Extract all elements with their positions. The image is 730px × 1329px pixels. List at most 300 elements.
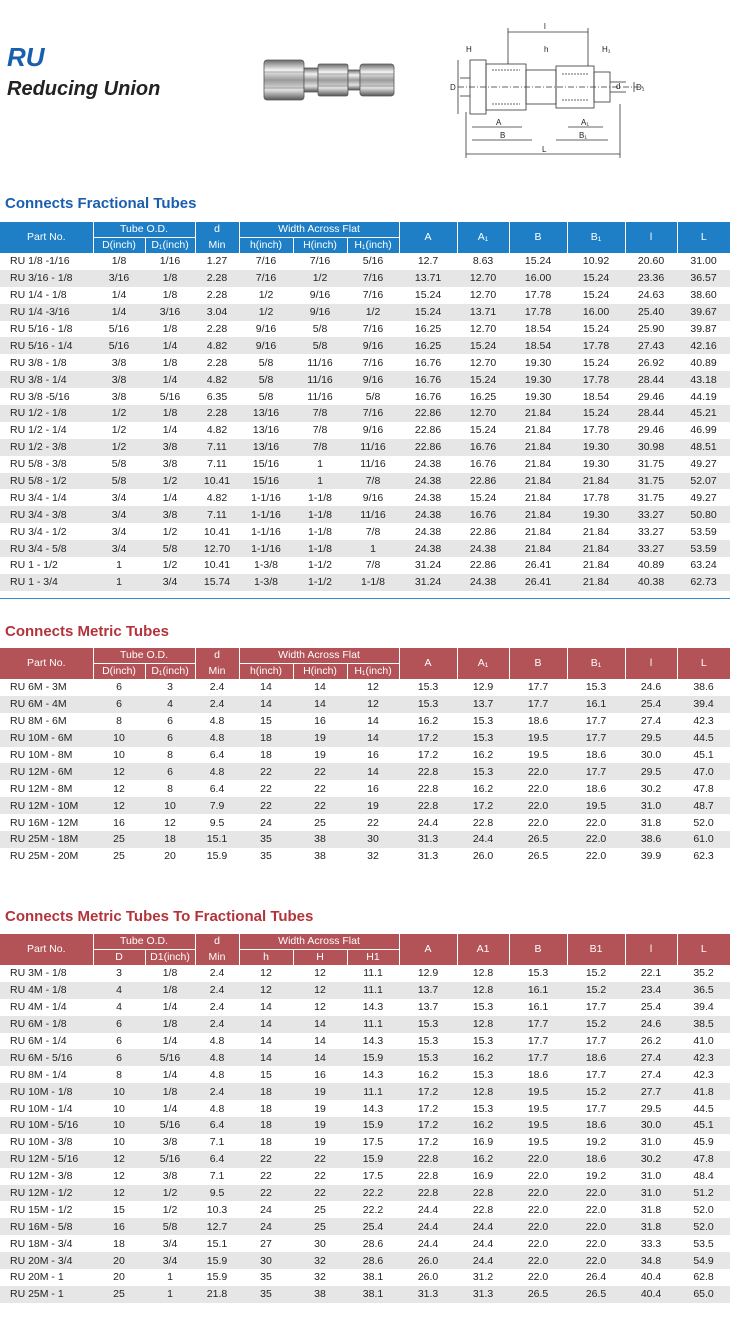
- table-cell: 21.84: [509, 405, 567, 422]
- table-cell: 12: [367, 681, 379, 694]
- table-cell: 12: [314, 967, 326, 980]
- table-cell: 1: [293, 473, 347, 490]
- table-cell: 14: [347, 730, 399, 747]
- table-cell: 22.0: [585, 850, 607, 863]
- table-cell: 15.2: [567, 982, 625, 999]
- table-cell: 21.84: [524, 458, 552, 471]
- table-row: [0, 814, 730, 831]
- table-cell: 42.3: [693, 715, 714, 728]
- table-cell: 14: [239, 696, 293, 713]
- table-cell: 15.3: [399, 1049, 457, 1066]
- header-sub: h(inch): [239, 238, 293, 254]
- table-cell: 15.3: [457, 730, 509, 747]
- table-cell: 22.0: [567, 831, 625, 848]
- table-cell: 6.4: [209, 749, 225, 761]
- table-cell: 30: [314, 1237, 326, 1250]
- section-title-metric: Connects Metric Tubes: [5, 623, 169, 640]
- table-cell: 11/16: [347, 439, 399, 456]
- part-number-cell: RU 15M - 1/2: [10, 1203, 73, 1216]
- table-cell: 50.80: [677, 506, 730, 523]
- table-cell: 21.84: [524, 491, 552, 504]
- table-cell: 22.0: [509, 1185, 567, 1202]
- part-number-cell: RU 6M - 4M: [0, 696, 93, 713]
- table-row: [0, 1235, 730, 1252]
- table-cell: 4.8: [209, 1068, 225, 1081]
- table-cell: 10: [145, 797, 195, 814]
- table-cell: 2.4: [209, 681, 225, 694]
- table-cell: 32: [367, 850, 379, 863]
- table-cell: 25.4: [640, 1001, 662, 1014]
- table-cell: 49.27: [690, 491, 717, 504]
- table-cell: 63.24: [690, 559, 717, 572]
- table-cell: 15.3: [399, 696, 457, 713]
- table-cell: 1-1/16: [251, 491, 281, 504]
- table-cell: 26.4: [585, 1271, 607, 1284]
- table-cell: 46.99: [690, 424, 717, 437]
- part-number-cell: RU 25M - 20M: [10, 850, 79, 863]
- table-cell: 1/2: [293, 270, 347, 287]
- table-row: [0, 540, 730, 557]
- table-cell: 3: [116, 967, 122, 980]
- table-cell: 6.35: [206, 390, 228, 403]
- table-cell: 26.2: [640, 1035, 662, 1047]
- header-dim: B: [509, 648, 567, 679]
- table-cell: 30.2: [625, 1151, 677, 1168]
- table-cell: 19: [314, 1136, 326, 1149]
- product-code: RU: [7, 42, 45, 72]
- table-cell: 15.2: [585, 967, 607, 980]
- table-cell: 8: [167, 782, 173, 795]
- table-cell: 1-1/2: [293, 574, 347, 591]
- table-row: [0, 304, 730, 321]
- header-dim: B₁: [567, 648, 625, 679]
- table-cell: 15.9: [347, 1117, 399, 1134]
- table-cell: 1/2: [347, 304, 399, 321]
- table-cell: 1: [317, 458, 323, 471]
- table-cell: 22: [367, 816, 379, 829]
- table-cell: 23.36: [625, 270, 677, 287]
- part-number-cell: RU 1 - 3/4: [0, 574, 93, 591]
- table-cell: 1/2: [93, 439, 145, 456]
- table-cell: 31.8: [640, 816, 662, 829]
- table-cell: 14: [367, 715, 379, 728]
- table-cell: 17.78: [524, 289, 552, 302]
- header-sub: D1(inch): [145, 950, 195, 966]
- table-cell: 5/16: [159, 390, 181, 403]
- table-cell: 29.5: [640, 1102, 662, 1115]
- table-cell: 3/8: [111, 356, 127, 369]
- table-cell: 19: [293, 730, 347, 747]
- table-cell: 16: [113, 816, 125, 829]
- part-number-cell: RU 12M - 3/8: [10, 1170, 73, 1183]
- header-sub: h(inch): [239, 664, 293, 680]
- table-row: [0, 1286, 730, 1303]
- part-number-cell: RU 12M - 6M: [0, 763, 93, 780]
- header-sub: H₁(inch): [347, 664, 399, 680]
- table-cell: 14: [314, 1035, 326, 1047]
- table-cell: 25.4: [347, 1218, 399, 1235]
- table-row: [0, 1201, 730, 1218]
- table-cell: 5/8: [258, 390, 274, 403]
- table-cell: 1: [347, 540, 399, 557]
- table-cell: 22.86: [469, 559, 497, 572]
- table-row: [0, 473, 730, 490]
- table-cell: 4.82: [206, 424, 228, 437]
- table-cell: 24.38: [457, 540, 509, 557]
- table-cell: 31.8: [625, 1218, 677, 1235]
- table-row: [0, 1049, 730, 1066]
- table-cell: 22: [239, 797, 293, 814]
- part-number-cell: RU 3/16 - 1/8: [0, 270, 93, 287]
- table-cell: 26.0: [472, 850, 494, 863]
- table-cell: 26.41: [524, 559, 552, 572]
- table-cell: 4.8: [209, 1102, 225, 1115]
- table-cell: 25.40: [625, 304, 677, 321]
- product-header: [0, 0, 730, 175]
- table-cell: 6: [145, 763, 195, 780]
- table-cell: 4.82: [195, 371, 239, 388]
- table-cell: 1.27: [206, 255, 228, 268]
- table-cell: 22: [239, 763, 293, 780]
- part-number-cell: RU 25M - 18M: [0, 831, 93, 848]
- table-cell: 15.3: [472, 1035, 494, 1047]
- table-cell: 15.3: [417, 1035, 439, 1047]
- header-sub: D₁(inch): [145, 664, 195, 680]
- table-cell: 1/2: [93, 405, 145, 422]
- table-cell: 19.30: [567, 439, 625, 456]
- table-cell: 4.82: [206, 491, 228, 504]
- table-cell: 40.89: [637, 559, 665, 572]
- table-cell: 40.4: [625, 1286, 677, 1303]
- table-cell: 38.60: [690, 289, 717, 302]
- table-row: [0, 439, 730, 456]
- table-cell: 19.5: [527, 1136, 549, 1149]
- table-cell: 16.1: [567, 696, 625, 713]
- table-cell: 6.4: [195, 1151, 239, 1168]
- part-number-cell: RU 3/4 - 1/2: [10, 525, 67, 538]
- table-cell: 31.0: [640, 1136, 662, 1149]
- table-cell: 29.5: [625, 730, 677, 747]
- table-row: [0, 405, 730, 422]
- part-number-cell: RU 5/16 - 1/4: [0, 337, 93, 354]
- table-row: [0, 679, 730, 696]
- table-cell: 1/2: [239, 304, 293, 321]
- table-cell: 22.0: [585, 1237, 607, 1250]
- part-number-cell: RU 10M - 1/8: [0, 1083, 93, 1100]
- table-cell: 9/16: [255, 323, 277, 335]
- table-cell: 17.7: [567, 763, 625, 780]
- table-cell: 15.9: [347, 1151, 399, 1168]
- header-sub: D: [93, 950, 145, 966]
- table-cell: 44.5: [693, 1102, 714, 1115]
- table-cell: 22.2: [362, 1203, 384, 1216]
- table-cell: 12.7: [417, 255, 439, 268]
- table-cell: 33.27: [625, 540, 677, 557]
- table-cell: 5/16: [145, 1117, 195, 1134]
- table-cell: 62.8: [693, 1271, 714, 1284]
- table-cell: 48.51: [677, 439, 730, 456]
- table-cell: 5/8: [312, 323, 328, 335]
- table-cell: 3/4: [93, 506, 145, 523]
- header-sub: H: [293, 950, 347, 966]
- table-cell: 22.0: [527, 782, 549, 795]
- table-cell: 15.74: [195, 574, 239, 591]
- table-cell: 1/16: [159, 255, 181, 268]
- table-cell: 31.0: [625, 1185, 677, 1202]
- table-cell: 15.24: [567, 270, 625, 287]
- header-part-no: Part No.: [0, 222, 93, 253]
- table-cell: 1/2: [145, 1185, 195, 1202]
- table-cell: 26.5: [567, 1286, 625, 1303]
- table-cell: 38.5: [677, 1016, 730, 1033]
- table-cell: 14.3: [362, 1068, 384, 1081]
- part-number-cell: RU 1 - 1/2: [10, 559, 58, 572]
- table-cell: 24: [260, 816, 272, 829]
- drawing-label: A: [496, 118, 502, 127]
- table-cell: 35: [239, 831, 293, 848]
- table-cell: 25: [314, 1203, 326, 1216]
- table-cell: 17.7: [585, 1068, 607, 1081]
- table-cell: 21.84: [567, 473, 625, 490]
- table-cell: 11.1: [347, 982, 399, 999]
- header-dim: A: [399, 222, 457, 253]
- table-cell: 14: [260, 681, 272, 694]
- table-cell: 21.84: [524, 525, 552, 538]
- table-row: [0, 354, 730, 371]
- table-cell: 21.84: [509, 506, 567, 523]
- table-cell: 5/8: [365, 390, 381, 403]
- table-cell: 5/8: [93, 473, 145, 490]
- table-cell: 20: [164, 850, 176, 863]
- table-cell: 3/4: [111, 491, 127, 504]
- table-cell: 29.5: [625, 763, 677, 780]
- table-cell: 1/4: [111, 289, 127, 302]
- table-cell: 24.4: [399, 1218, 457, 1235]
- part-number-cell: RU 6M - 3M: [10, 681, 67, 694]
- table-cell: 22.8: [417, 782, 439, 795]
- table-cell: 31.24: [414, 559, 442, 572]
- table-cell: 21.84: [509, 439, 567, 456]
- table-cell: 31.3: [399, 1286, 457, 1303]
- table-cell: 17.7: [509, 1049, 567, 1066]
- table-cell: 31.24: [399, 574, 457, 591]
- table-cell: 22: [260, 1170, 272, 1183]
- table-cell: 16: [314, 1068, 326, 1081]
- table-cell: 1/2: [162, 559, 178, 572]
- table-cell: 22.8: [472, 816, 494, 829]
- table-cell: 18.6: [567, 1151, 625, 1168]
- table-bottom-rule: [0, 598, 730, 599]
- table-row: [0, 337, 730, 354]
- table-cell: 26.92: [637, 356, 665, 369]
- table-cell: 5/16: [108, 323, 130, 335]
- table-cell: 12: [93, 1185, 145, 1202]
- part-number-cell: RU 3/8 -5/16: [10, 390, 70, 403]
- table-row: [0, 1168, 730, 1185]
- table-cell: 18: [260, 749, 272, 761]
- table-cell: 17.7: [585, 715, 607, 728]
- part-number-cell: RU 10M - 5/16: [0, 1117, 93, 1134]
- table-cell: 15.3: [457, 763, 509, 780]
- part-number-cell: RU 20M - 3/4: [0, 1252, 93, 1269]
- table-cell: 6: [116, 1035, 122, 1047]
- table-cell: 17.78: [567, 371, 625, 388]
- table-cell: 12: [347, 696, 399, 713]
- table-cell: 3.04: [195, 304, 239, 321]
- table-cell: 15.24: [399, 304, 457, 321]
- table-cell: 19.5: [509, 1117, 567, 1134]
- table-header: [0, 222, 730, 253]
- table-cell: 36.5: [677, 982, 730, 999]
- table-cell: 53.5: [693, 1237, 714, 1250]
- table-cell: 13/16: [239, 439, 293, 456]
- table-cell: 15.24: [469, 491, 497, 504]
- table-cell: 12.70: [457, 405, 509, 422]
- table-cell: 3/8: [111, 390, 127, 403]
- header-tube-od: Tube O.D.: [93, 934, 195, 950]
- table-row: [0, 574, 730, 591]
- table-cell: 22.0: [567, 1218, 625, 1235]
- table-cell: 10.41: [203, 525, 231, 538]
- table-cell: 20: [93, 1252, 145, 1269]
- table-cell: 42.16: [677, 337, 730, 354]
- table-cell: 1-1/16: [239, 506, 293, 523]
- section-title-fractional: Connects Fractional Tubes: [5, 195, 197, 212]
- table-cell: 25: [293, 1218, 347, 1235]
- table-cell: 18: [145, 831, 195, 848]
- table-cell: 38.1: [347, 1286, 399, 1303]
- table-cell: 53.59: [690, 525, 717, 538]
- table-cell: 10: [93, 730, 145, 747]
- table-cell: 3/4: [145, 574, 195, 591]
- table-cell: 9/16: [347, 337, 399, 354]
- table-cell: 12: [113, 1170, 125, 1183]
- table-cell: 48.4: [693, 1170, 714, 1183]
- header-part-no: Part No.: [0, 648, 93, 679]
- table-cell: 22.0: [585, 1203, 607, 1216]
- table-cell: 12.9: [472, 681, 494, 694]
- table-cell: 1/4: [145, 371, 195, 388]
- table-cell: 9.5: [195, 1185, 239, 1202]
- table-cell: 7/8: [312, 424, 328, 437]
- table-cell: 5/16: [93, 337, 145, 354]
- table-row: [0, 780, 730, 797]
- table-cell: 10.92: [582, 255, 610, 268]
- table-cell: 18: [239, 1083, 293, 1100]
- table-cell: 11/16: [360, 458, 386, 471]
- table-cell: 7/8: [293, 405, 347, 422]
- table-cell: 15.24: [457, 371, 509, 388]
- table-row: [0, 287, 730, 304]
- table-cell: 22.0: [567, 1252, 625, 1269]
- table-row: [0, 1185, 730, 1202]
- header-d: d: [195, 648, 239, 664]
- table-cell: 7/8: [293, 439, 347, 456]
- table-cell: 1-1/16: [239, 540, 293, 557]
- table-cell: 12.70: [457, 270, 509, 287]
- table-cell: 15.3: [585, 681, 607, 694]
- table-cell: 12: [293, 982, 347, 999]
- table-cell: 22.0: [527, 1237, 549, 1250]
- header-sub: H(inch): [293, 238, 347, 254]
- table-cell: 17.7: [509, 1016, 567, 1033]
- table-cell: 31.8: [640, 1203, 662, 1216]
- table-cell: 39.4: [677, 696, 730, 713]
- table-row: [0, 1134, 730, 1151]
- table-cell: 14: [260, 1001, 272, 1014]
- table-header: [0, 648, 730, 679]
- drawing-label: d: [616, 82, 621, 91]
- table-cell: 22.0: [509, 1151, 567, 1168]
- table-cell: 18: [260, 1136, 272, 1149]
- table-cell: 12.70: [469, 356, 497, 369]
- header-d: d: [195, 934, 239, 950]
- table-row: [0, 388, 730, 405]
- table-cell: 7.11: [207, 458, 227, 471]
- table-cell: 7/16: [255, 255, 277, 268]
- table-cell: 3/8: [145, 439, 195, 456]
- table-cell: 12: [164, 816, 176, 829]
- table-cell: 18.6: [567, 1049, 625, 1066]
- table-cell: 1/8: [145, 405, 195, 422]
- table-row: [0, 1066, 730, 1083]
- header-sub: H₁(inch): [347, 238, 399, 254]
- table-cell: 3: [167, 681, 173, 694]
- table-cell: 7/8: [347, 473, 399, 490]
- table-cell: 3/4: [162, 1237, 178, 1250]
- table-cell: 32: [314, 1271, 326, 1284]
- table-cell: 22.0: [509, 1218, 567, 1235]
- table-cell: 30.2: [640, 782, 662, 795]
- table-cell: 24: [260, 1203, 272, 1216]
- table-cell: 22.86: [457, 473, 509, 490]
- metric-tubes-table: [0, 648, 730, 865]
- table-cell: 24.4: [457, 831, 509, 848]
- table-cell: 28.44: [625, 371, 677, 388]
- table-row: [0, 1269, 730, 1286]
- table-cell: 35.2: [693, 967, 714, 980]
- table-row: [0, 1033, 730, 1050]
- part-number-cell: RU 4M - 1/8: [0, 982, 93, 999]
- header-width-across-flat: Width Across Flat: [239, 648, 399, 664]
- table-row: [0, 831, 730, 848]
- table-cell: 24.63: [637, 289, 665, 302]
- table-cell: 30: [239, 1252, 293, 1269]
- table-cell: 18.54: [582, 390, 610, 403]
- table-cell: 15.3: [417, 681, 439, 694]
- table-cell: 2.4: [195, 696, 239, 713]
- table-cell: 17.78: [582, 491, 610, 504]
- table-cell: 14: [293, 696, 347, 713]
- header-d-min: Min: [195, 950, 239, 966]
- part-number-cell: RU 3/4 - 3/8: [0, 506, 93, 523]
- drawing-label: D: [450, 83, 456, 92]
- part-number-cell: RU 3/4 - 5/8: [0, 540, 93, 557]
- table-cell: 1/4: [162, 491, 178, 504]
- table-cell: 19.5: [527, 749, 549, 761]
- table-cell: 1: [145, 1286, 195, 1303]
- table-cell: 54.9: [677, 1252, 730, 1269]
- drawing-label: l: [544, 22, 546, 31]
- table-cell: 13/16: [252, 424, 280, 437]
- table-cell: 8: [116, 1068, 122, 1081]
- header-sub: D(inch): [93, 664, 145, 680]
- table-cell: 17.78: [567, 337, 625, 354]
- table-cell: 10: [113, 749, 125, 761]
- table-cell: 8: [116, 715, 122, 728]
- header-dim: L: [677, 648, 730, 679]
- part-number-cell: RU 10M - 3/8: [10, 1136, 73, 1149]
